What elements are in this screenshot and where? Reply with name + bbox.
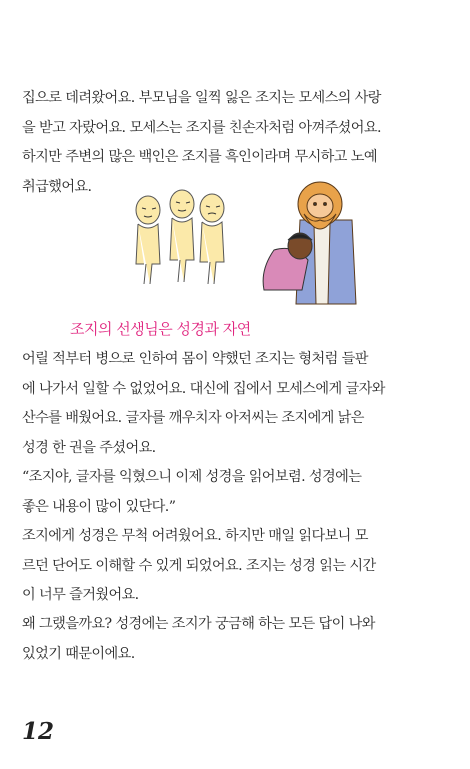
paragraph-intro: 집으로 데려왔어요. 부모님을 일찍 잃은 조지는 모세스의 사랑 을 받고 자랐어요. 모세스는 조지를 친손자처럼 아껴주셨어요. 하지만 주변의 많은 백인은 조지를 흑인이라며 무시하고 노예 취급했어요. [22, 90, 381, 195]
quote-paragraph: “조지야, 글자를 익혔으니 이제 성경을 읽어보렴. 성경에는 좋은 내용이 많이 있단다.” [22, 469, 362, 515]
page-number: 12 [22, 718, 55, 745]
story-illustration [124, 180, 360, 306]
section-heading: 조지의 선생님은 성경과 자연 [70, 320, 251, 338]
onlooker-figures [136, 190, 224, 284]
paragraph-childhood: 어릴 적부터 병으로 인하여 몸이 약했던 조지는 형처럼 들판 에 나가서 일할 수 없었어요. 대신에 집에서 모세스에게 글자와 산수를 배웠어요. 글자를 깨우치자 아저씨는 조지에게 낡은 성경 한 권을 주셨어요. [22, 351, 385, 456]
paragraph-bible: 조지에게 성경은 무척 어려웠어요. 하지만 매일 읽다보니 모 르던 단어도 이해할 수 있게 되었어요. 조지는 성경 읽는 시간 이 너무 즐거웠어요. [22, 528, 376, 603]
paragraph-why: 왜 그랬을까요? 성경에는 조지가 궁금해 하는 모든 답이 나와 있었기 때문이에요. [22, 616, 375, 662]
